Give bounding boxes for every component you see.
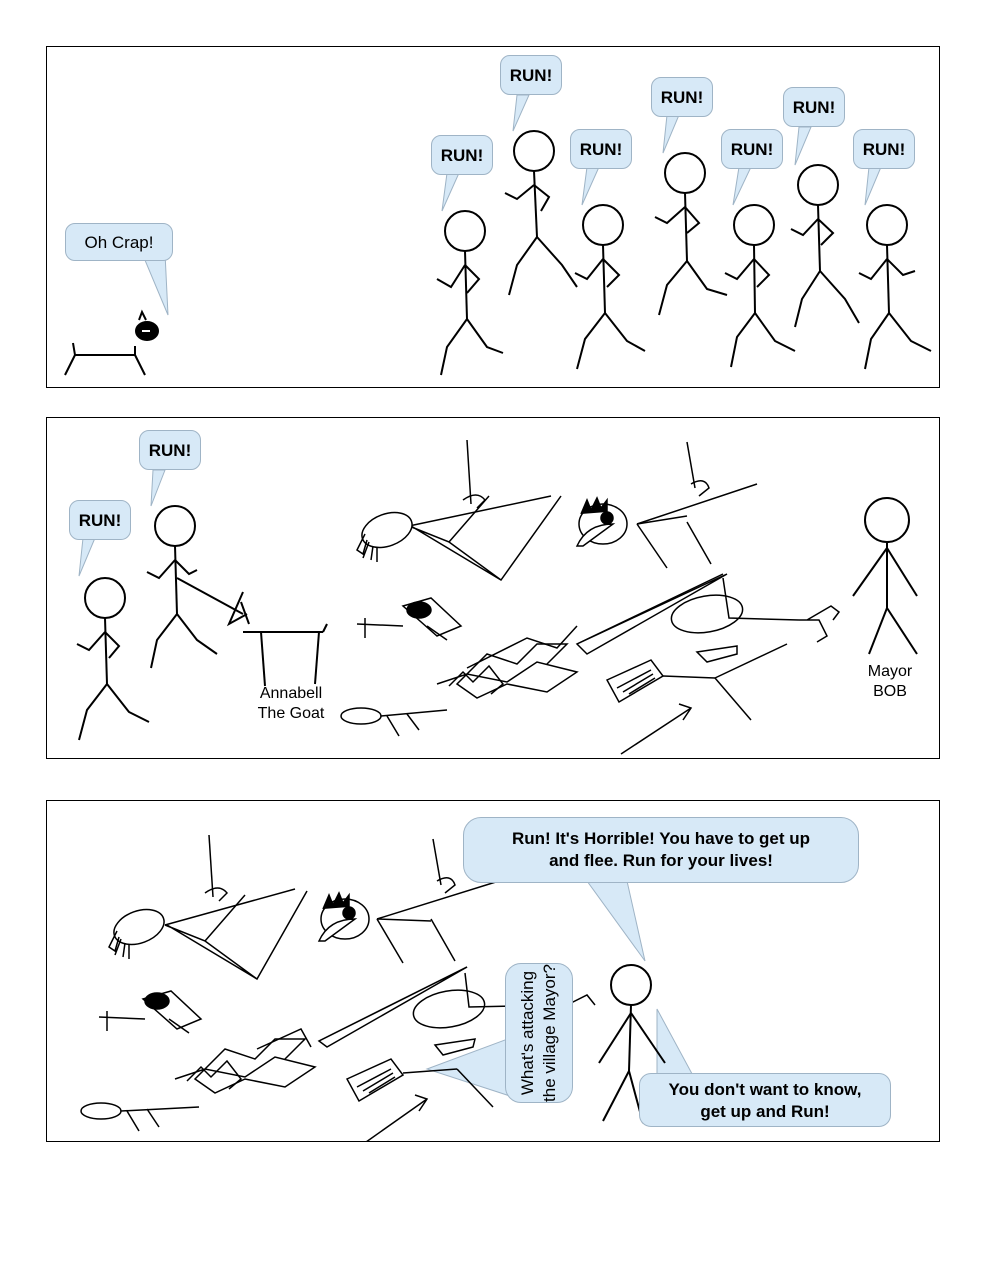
comic-panel-3 xyxy=(46,800,940,1142)
run-shout-bubble: RUN! xyxy=(139,430,201,470)
villager xyxy=(505,131,577,295)
run-shout-bubble: RUN! xyxy=(721,129,783,169)
villager xyxy=(725,205,795,367)
mayor-reply-bubble xyxy=(639,1073,891,1127)
run-shout-bubble: RUN! xyxy=(570,129,632,169)
villager xyxy=(77,578,149,740)
goat-name-label xyxy=(241,684,341,724)
mayor-speech-bubble xyxy=(463,817,859,883)
villager-question-bubble xyxy=(505,963,573,1103)
villager xyxy=(859,205,931,369)
run-shout-bubble: RUN! xyxy=(651,77,713,117)
villager xyxy=(655,153,727,315)
mayor-reply-line2: get up and Run! xyxy=(700,1102,830,1121)
comic-panel-1 xyxy=(46,46,940,388)
villager-question-line1: What's attacking xyxy=(518,970,537,1096)
fallen-bodies xyxy=(341,440,839,754)
goat-figure xyxy=(177,578,327,686)
goat-label-line1: Annabell xyxy=(259,685,323,702)
run-shout-bubble: RUN! xyxy=(783,87,845,127)
villager-question-line2: the village Mayor? xyxy=(540,964,559,1102)
mayor-label-line1: Mayor xyxy=(867,663,913,680)
mayor-bob-figure xyxy=(853,498,917,654)
run-shout-bubble: RUN! xyxy=(431,135,493,175)
villager xyxy=(791,165,859,327)
goat-label-line2: The Goat xyxy=(257,705,325,722)
mayor-name-label xyxy=(855,662,925,702)
villager xyxy=(147,506,217,668)
fleeing-villagers xyxy=(77,506,217,740)
run-shout-bubble: RUN! xyxy=(500,55,562,95)
mayor-label-line2: BOB xyxy=(873,683,907,700)
villager xyxy=(437,211,503,375)
run-shout-bubble: RUN! xyxy=(69,500,131,540)
run-shout-bubble: RUN! xyxy=(853,129,915,169)
villager xyxy=(575,205,645,369)
comic-panel-2 xyxy=(46,417,940,759)
dog-figure xyxy=(65,312,175,375)
mayor-reply-line1: You don't want to know, xyxy=(668,1080,862,1099)
mayor-speech-line1: Run! It's Horrible! You have to get up xyxy=(511,829,811,848)
mayor-speech-line2: and flee. Run for your lives! xyxy=(549,851,773,870)
dog-speech-bubble: Oh Crap! xyxy=(65,223,173,261)
